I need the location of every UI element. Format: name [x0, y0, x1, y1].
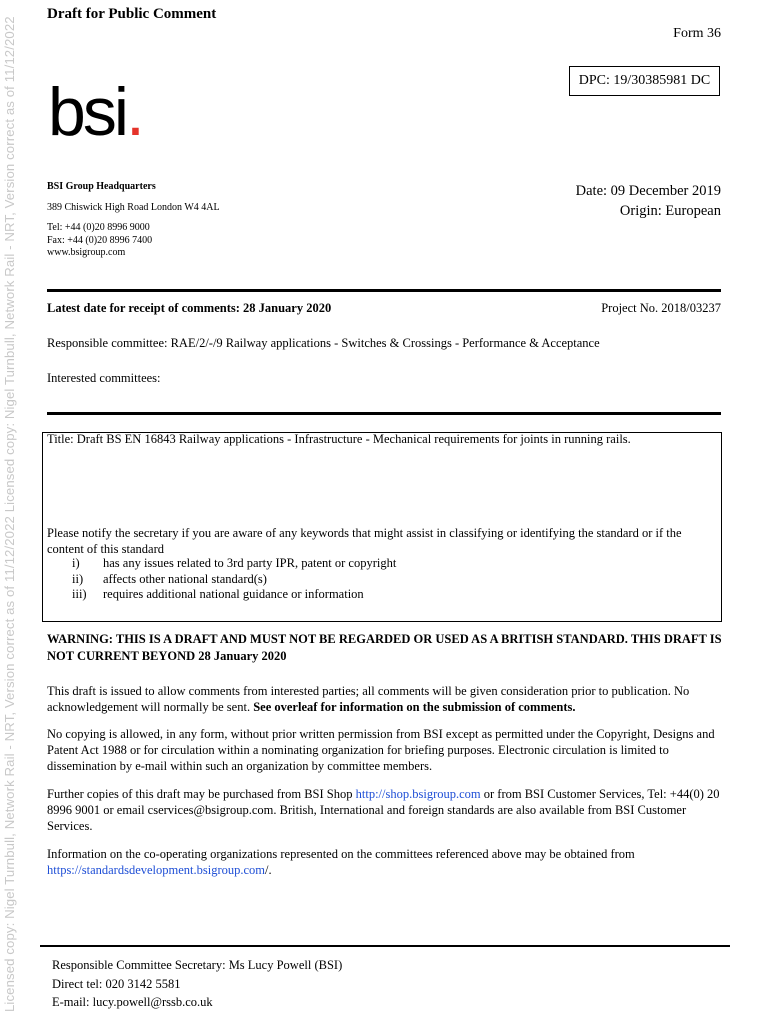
- notify-list: [47, 556, 396, 603]
- notify-text: Please notify the secretary if you are aware of any keywords that might assist in classifying or identifying the standard or if the content of this standard: [47, 526, 682, 556]
- origin: Origin: European: [619, 203, 721, 219]
- dpc-reference-box: [569, 66, 720, 96]
- draft-warning: WARNING: THIS IS A DRAFT AND MUST NOT BE REGARDED OR USED AS A BRITISH STANDARD. THIS DRAFT IS NOT CURRENT BEYOND 28 January 2020: [47, 632, 722, 663]
- hq-tel: Tel: +44 (0)20 8996 9000: [47, 222, 150, 233]
- date-origin-block: [576, 181, 721, 221]
- draft-title: Draft for Public Comment: [47, 6, 217, 22]
- paragraph-copies: Further copies of this draft may be purchased from BSI Shop http://shop.bsigroup.com or from BSI Customer Services, Tel: +44(0) 20 8996 9001 or email cservices@bsigroup.com. British, International and foreign standards are also available from BSI Customer Services.: [47, 787, 720, 833]
- bsi-logo: bsi.: [48, 74, 142, 150]
- latest-comment-date: Latest date for receipt of comments: 28 January 2020: [47, 301, 332, 315]
- hq-web: www.bsigroup.com: [47, 247, 126, 258]
- paragraph-copying: No copying is allowed, in any form, without prior written permission from BSI except as permitted under the Copyright, Designs and Patent Act 1988 or for circulation within a nominating organization for briefing purposes. Electronic circulation is limited to dissemination by e-mail within such an organization by committee members.: [47, 727, 715, 773]
- hq-address-block: [47, 181, 220, 260]
- secretary-email: E-mail: lucy.powell@rssb.co.uk: [52, 995, 213, 1009]
- secretary-tel: Direct tel: 020 3142 5581: [52, 976, 181, 991]
- divider: [47, 412, 721, 415]
- licence-watermark: Licensed copy: Nigel Turnbull, Network Rail - NRT, Version correct as of 11/12/2022 Licensed copy: Nigel Turnbull, Network Rail - NRT, Version correct as of 11/12/2022: [2, 16, 17, 1012]
- paragraph-organizations: Information on the co-operating organizations represented on the committees referenced above may be obtained from https://standardsdevelopment.bsigroup.com/.: [47, 847, 635, 877]
- hq-fax: Fax: +44 (0)20 8996 7400: [47, 234, 153, 246]
- list-item: ii) affects other national standard(s): [72, 571, 267, 586]
- project-number: Project No. 2018/03237: [601, 301, 721, 315]
- issue-date: Date: 09 December 2019: [575, 183, 721, 199]
- list-item: iii) requires additional national guidance or information: [72, 587, 364, 601]
- paragraph-comments: This draft is issued to allow comments from interested parties; all comments will be given consideration prior to publication. No acknowledgement will normally be sent. See overleaf for information on the submission of comments.: [47, 684, 690, 714]
- shop-link[interactable]: http://shop.bsigroup.com: [355, 787, 481, 801]
- secretary-contact: [52, 956, 342, 1012]
- list-item: i) has any issues related to 3rd party IPR, patent or copyright: [72, 556, 397, 570]
- standards-development-link[interactable]: https://standardsdevelopment.bsigroup.com: [47, 863, 266, 877]
- standard-title: Title: Draft BS EN 16843 Railway applications - Infrastructure - Mechanical requirements for joints in running rails.: [47, 432, 631, 446]
- secretary-name: Responsible Committee Secretary: Ms Lucy Powell (BSI): [52, 958, 343, 972]
- dpc-reference: DPC: 19/30385981 DC: [578, 73, 711, 88]
- interested-committees: Interested committees:: [47, 371, 161, 385]
- footer-divider: [40, 945, 730, 947]
- form-number: Form 36: [673, 26, 721, 41]
- hq-name: BSI Group Headquarters: [47, 181, 156, 192]
- responsible-committee: Responsible committee: RAE/2/-/9 Railway applications - Switches & Crossings - Performance & Acceptance: [47, 336, 600, 350]
- divider: [47, 289, 721, 292]
- hq-address: 389 Chiswick High Road London W4 4AL: [47, 201, 220, 213]
